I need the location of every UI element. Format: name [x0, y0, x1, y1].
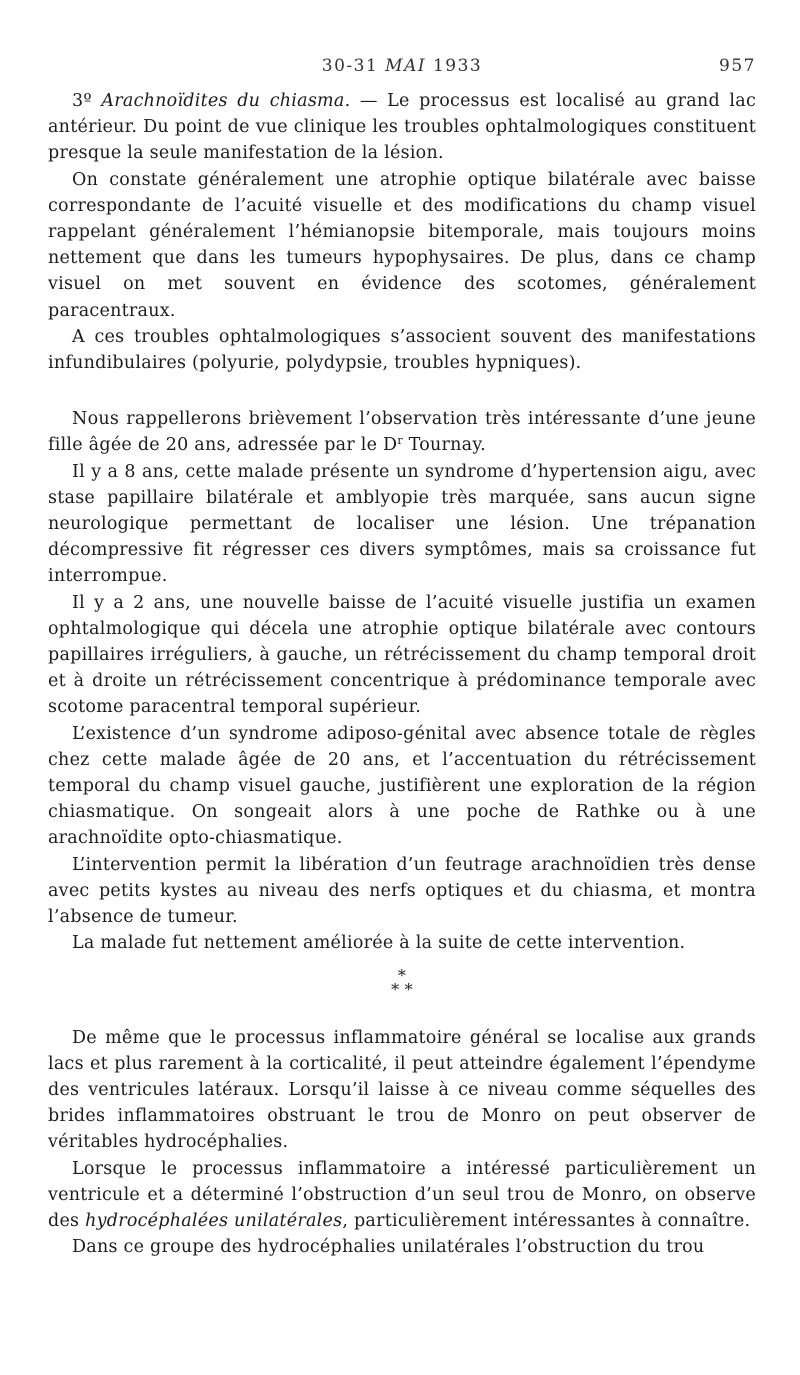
emphasis-hydrocephalees: hydrocéphalées unilatérales: [85, 1210, 343, 1231]
paragraph-observation: [48, 406, 756, 458]
asterism-bottom: * *: [391, 979, 413, 999]
body-text: [48, 88, 756, 1260]
paragraph-text: — Le processus est localisé au grand lac antérieur. Du point de vue clinique les troubles ophtalmologiques constituent presque la seule manifestation de la lésion.: [48, 91, 756, 164]
header-date-days: 30-31: [321, 56, 379, 76]
paragraph-intervention: L’intervention permit la libération d’un feutrage arachnoïdien très dense avec petits kystes au niveau des nerfs optiques et du chiasma, et montra l’absence de tumeur.: [48, 854, 756, 928]
paragraph-text: , particulièrement intéressantes à connaître.: [342, 1210, 751, 1231]
paragraph-processus-inflammatoire: De même que le processus inflammatoire général se localise aux grands lacs et plus rarement à la corticalité, il peut atteindre également l’épendyme des ventricules latéraux. Lorsqu’il laisse à ce niveau comme séquelles des brides inflammatoires obstruant le trou de Monro on peut observer de véritables hydrocéphalies.: [48, 1027, 756, 1153]
paragraph-arachnoidites-intro: [48, 88, 756, 167]
paragraph-amelioration: La malade fut nettement améliorée à la suite de cette intervention.: [72, 933, 686, 954]
paragraph-text: Nous rappellerons brièvement l’observation très intéressante d’une jeune fille âgée de 20 ans, adressée par le D: [48, 409, 756, 456]
asterism-top: *: [397, 965, 407, 985]
header-date-month: MAI: [385, 56, 427, 76]
paragraph-il-y-a-2-ans: Il y a 2 ans, une nouvelle baisse de l’acuité visuelle justifia un examen ophtalmologique qui décela une atrophie optique bilatérale avec contours papillaires irréguliers, à gauche, un rétrécissement du champ temporal droit et à droite un rétrécissement concentrique à prédominance temporale avec scotome paracentral temporal supérieur.: [48, 592, 756, 718]
doctor-abbrev-sup: r: [397, 434, 403, 448]
section-number: 3º: [72, 91, 92, 111]
running-header: [48, 56, 756, 80]
paragraph-syndrome: L’existence d’un syndrome adiposo-génital avec absence totale de règles chez cette malade âgée de 20 ans, et l’accentuation du rétrécissement temporal du champ visuel gauche, justifièrent une exploration de la région chiasmatique. On songeait alors à une poche de Rathke ou à une arachnoïdite opto-chiasmatique.: [48, 723, 756, 849]
header-date: [48, 56, 756, 76]
paragraph-text: Lorsque le processus inflammatoire a intéressé particulièrement un ventricule et a déterminé l’obstruction d’un seul trou de Monro, on observe des: [48, 1158, 756, 1231]
paragraph-gap: [48, 376, 756, 406]
header-date-year: 1933: [432, 56, 483, 76]
paragraph-atrophie: On constate généralement une atrophie optique bilatérale avec baisse correspondante de l’acuité visuelle et des modifications du champ visuel rappelant généralement l’hémianopsie bitemporale, mais toujours moins nettement que dans les tumeurs hypophysaires. De plus, dans ce champ visuel on met souvent en évidence des scotomes, généralement paracentraux.: [48, 169, 756, 321]
paragraph-troubles: A ces troubles ophtalmologiques s’associent souvent des manifestations infundibulaires (polyurie, polydypsie, troubles hypniques).: [48, 326, 756, 374]
paragraph-groupe: Dans ce groupe des hydrocéphalies unilatérales l’obstruction du trou: [72, 1237, 705, 1258]
section-title: Arachnoïdites du chiasma.: [101, 91, 351, 111]
asterism-separator: [48, 965, 756, 999]
paragraph-text: Tournay.: [402, 435, 486, 456]
paragraph-hydrocephalees: [48, 1156, 756, 1235]
paragraph-il-y-a-8-ans: Il y a 8 ans, cette malade présente un syndrome d’hypertension aigu, avec stase papillaire bilatérale et amblyopie très marquée, sans aucun signe neurologique permettant de localiser une lésion. Une trépanation décompressive fit régresser ces divers symptômes, mais sa croissance fut interrompue.: [48, 461, 756, 587]
page-number: 957: [719, 56, 756, 76]
